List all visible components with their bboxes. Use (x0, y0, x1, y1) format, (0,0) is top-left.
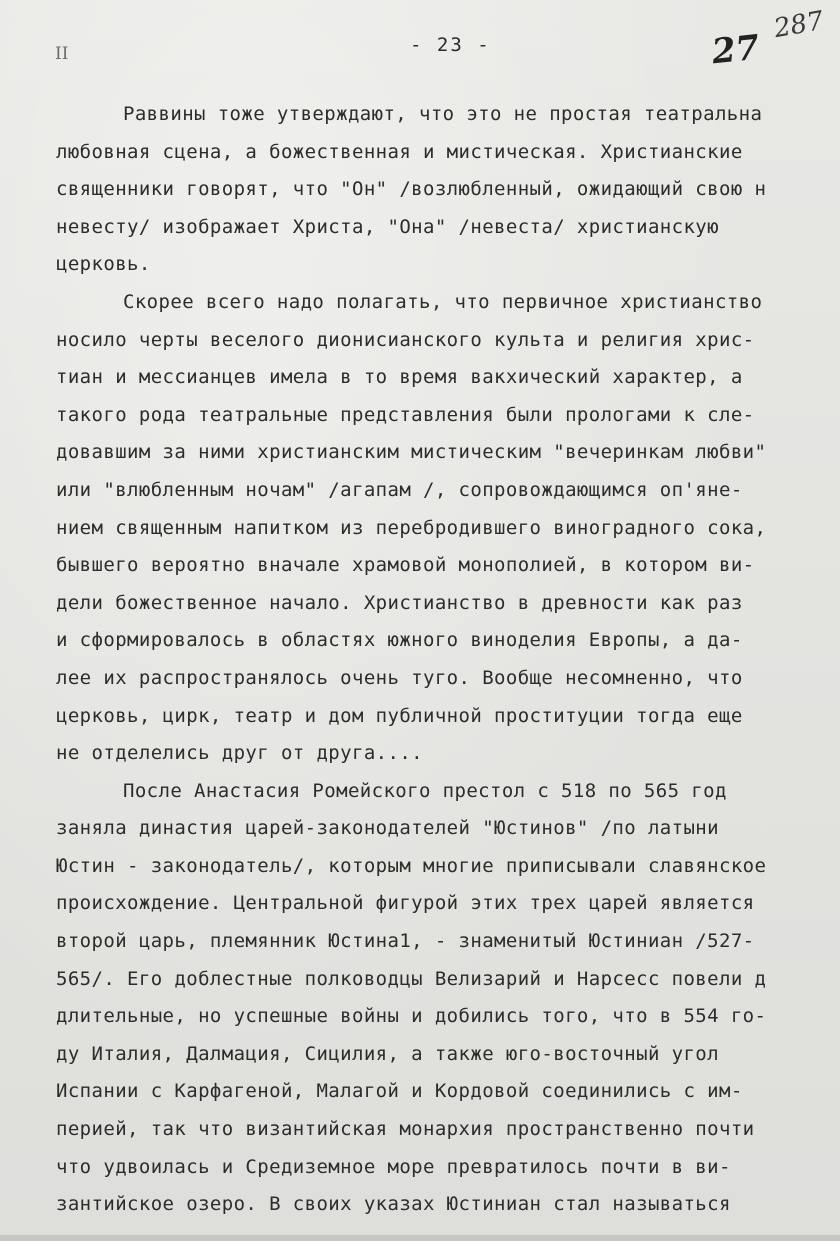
text-line: тиан и мессианцев имела в то время вакхический характер, а (56, 366, 743, 389)
text-line: не отделелись друг от друга.... (56, 742, 424, 765)
page-number: - 23 - (410, 34, 491, 56)
text-line: ду Италия, Далмация, Сицилия, а также юго-восточный угол (56, 1042, 719, 1065)
handwritten-archive-number (710, 5, 840, 73)
text-line: нием священным напитком из перебродившего виноградного сока, (56, 516, 767, 539)
text-line: перией, так что византийская монархия пространственно почти (56, 1118, 755, 1141)
page-bottom-edge (0, 1235, 840, 1241)
text-line: зантийское озеро. В своих указах Юстиниан стал называться (56, 1193, 731, 1216)
text-line: Юстин - законодатель/, которым многие приписывали славянское (56, 854, 767, 877)
text-line: происхождение. Центральной фигурой этих трех царей является (56, 892, 755, 915)
text-line: любовная сцена, а божественная и мистическая. Христианские (56, 140, 743, 163)
margin-mark: II (55, 44, 69, 64)
text-line: церковь. (56, 253, 151, 276)
text-line: лее их распространялось очень туго. Вообще несомненно, что (56, 666, 743, 689)
text-line: священники говорят, что "Он" /возлюбленный, ожидающий свою н (56, 178, 767, 201)
text-line: заняла династия царей-законодателей "Юстинов" /по латыни (56, 817, 719, 840)
text-line: Раввины тоже утверждают, что это не простая театральна (123, 103, 763, 125)
text-line: После Анастасия Ромейского престол с 518 по 565 год (123, 779, 727, 802)
text-line: Испании с Карфагеной, Малагой и Кордовой соединились с им- (56, 1080, 743, 1103)
text-line: церковь, цирк, театр и дом публичной проституции тогда еще (56, 704, 743, 727)
text-line: 565/. Его доблестные полководцы Велизарий и Нарсесс повели д (56, 967, 767, 990)
text-line: носило черты веселого дионисианского культа и религия хрис- (56, 328, 755, 351)
text-line: Скорее всего надо полагать, что первичное христианство (123, 290, 763, 313)
text-line: и сформировалось в областях южного виноделия Европы, а да- (56, 629, 743, 652)
text-line: что удвоилась и Средиземное море превратилось почти в ви- (56, 1155, 731, 1178)
text-line: дели божественное начало. Христианство в древности как раз (56, 591, 743, 614)
text-line: такого рода театральные представления были прологами к сле- (56, 403, 755, 426)
text-line: бывшего вероятно вначале храмовой монополией, в котором ви- (56, 554, 755, 577)
text-line: довавшим за ними христианским мистическим "вечеринкам любви" (56, 441, 767, 464)
archive-number-primary: 27 (710, 27, 762, 73)
text-line: невесту/ изображает Христа, "Она" /невеста/ христианскую (56, 215, 719, 238)
text-line: второй царь, племянник Юстина1, - знаменитый Юстиниан /527- (56, 930, 755, 953)
archive-number-secondary: 287 (771, 5, 826, 45)
text-line: длительные, но успешные войны и добились того, что в 554 го- (56, 1005, 767, 1028)
text-line: или "влюбленным ночам" /агапам /, сопровождающимся оп'яне- (56, 478, 743, 501)
body-text (56, 96, 840, 1224)
